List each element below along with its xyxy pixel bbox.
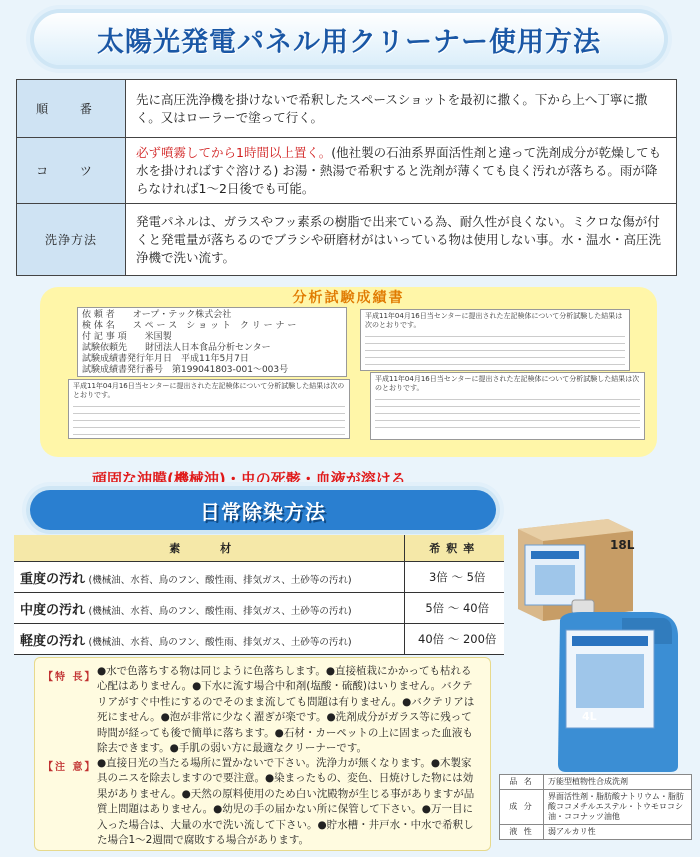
dilution-rate: 3倍 ～ 5倍 xyxy=(405,562,504,593)
soil-detail: (機械油、水苔、鳥のフン、酸性雨、排気ガス、土砂等の汚れ) xyxy=(88,605,352,617)
spec-row xyxy=(500,790,692,825)
doc-line: 依 頼 者 オープ・テック株式会社 xyxy=(82,310,232,320)
method-label: 洗浄方法 xyxy=(17,204,126,276)
method-row-order xyxy=(17,80,677,138)
doc-line: 検 体 名 ス ペ ー ス シ ョ ッ ト ク リ ー ナ ー xyxy=(82,321,297,331)
spec-value: 弱アルカリ性 xyxy=(544,825,692,840)
dilution-row xyxy=(14,593,504,624)
report-doc-page xyxy=(360,309,630,371)
material-header: 素 材 xyxy=(14,535,405,562)
method-text xyxy=(126,138,677,204)
features-label: 【特 長】 xyxy=(43,672,97,683)
method-label: 順 番 xyxy=(17,80,126,138)
product-4l-label: 4L xyxy=(582,710,597,723)
spec-key: 成 分 xyxy=(500,790,544,825)
doc-text: 平成11年04月16日当センターに提出された左記検体について分析試験した結果は次のとおりです。 xyxy=(375,375,640,392)
cautions-text: ●直接日光の当たる場所に置かないで下さい。洗浄力が無くなります。●木製家具のニスを除去しますので要注意。●染まったもの、変色、日焼けした物には効果がありません。●天然の原料使用のため白い沈殿物が生じる事がありますが品質上問題はありません。●幼児の手の届かない所に保管して下さい。●万一目に入った場合は、大量の水で洗い流して下さい。●貯水槽・井戸水・中水で希釈した場合1～2週間で腐敗する場合があります。 xyxy=(97,757,475,847)
method-label: コ ツ xyxy=(17,138,126,204)
doc-text: 平成11年04月16日当センターに提出された左記検体について分析試験した結果は次のとおりです。 xyxy=(365,312,623,329)
method-row-tips xyxy=(17,138,677,204)
report-doc-cover xyxy=(77,307,347,377)
daily-title: 日常除染方法 xyxy=(200,499,326,524)
dilution-rate: 40倍 ～ 200倍 xyxy=(405,624,504,655)
spec-row xyxy=(500,775,692,790)
soil-detail: (機械油、水苔、鳥のフン、酸性雨、排気ガス、土砂等の汚れ) xyxy=(88,574,352,586)
report-title: 分析試験成績書 xyxy=(292,290,405,306)
doc-text: 平成11年04月16日当センターに提出された左記検体について分析試験した結果は次のとおりです。 xyxy=(73,382,345,399)
dissolve-subtitle: 頑固な油膜(機械油)・虫の死骸・血液が溶ける xyxy=(92,470,406,488)
method-row-wash xyxy=(17,204,677,276)
spec-row xyxy=(500,825,692,840)
product-4l-image xyxy=(552,596,683,773)
method-text: 発電パネルは、ガラスやフッ素系の樹脂で出来ている為、耐久性が良くない。ミクロな傷が付くと発電量が落ちるのでブラシや研磨材がはいっている物は使用しない事。水・温水・高圧洗浄機で洗い流す。 xyxy=(126,204,677,276)
doc-line: 試験成績書発行年月日 平成11年5月7日 xyxy=(82,354,249,364)
product-18l-label: 18L xyxy=(610,538,635,552)
spec-key: 品 名 xyxy=(500,775,544,790)
report-panel xyxy=(40,287,657,457)
report-doc-page xyxy=(370,372,645,440)
method-table xyxy=(16,79,677,276)
spec-table xyxy=(499,774,692,840)
tips-text: (他社製の石油系界面活性剤と違って洗剤成分が乾燥しても水を掛ければすぐ溶ける) お湯・熱湯で希釈すると洗剤が薄くても良く汚れが落ちる。雨が降らなければ1～2日後でも可能。 xyxy=(136,144,662,196)
soil-level: 中度の汚れ xyxy=(20,602,86,618)
method-text: 先に高圧洗浄機を掛けないで希釈したスペースショットを最初に撒く。下から上へ丁寧に撒く。又はローラーで塗って行く。 xyxy=(126,80,677,138)
feature-box xyxy=(34,657,491,851)
spec-value: 万能型植物性合成洗剤 xyxy=(544,775,692,790)
title-banner xyxy=(34,13,664,65)
dilution-row xyxy=(14,624,504,655)
tips-red-text: 必ず噴霧してから1時間以上置く。 xyxy=(136,144,332,160)
doc-line: 試験依頼先 財団法人日本食品分析センター xyxy=(82,343,271,353)
report-doc-page xyxy=(68,379,350,439)
dilution-table xyxy=(14,535,504,655)
rate-header: 希釈率 xyxy=(405,535,504,562)
cautions-label: 【注 意】 xyxy=(43,762,97,773)
features-text: ●水で色落ちする物は同じように色落ちします。●直接植栽にかかっても枯れる心配はありません。●下水に流す場合中和剤(塩酸・硫酸)はいりません。バクテリアがすぐ中性にするのでそのまま流しても問題は有りません。●バクテリアは死にません。●泡が非常に少なく濯ぎが楽です。●洗剤成分がガラス等に残って時間が経っても後で簡単に落ちます。●石材・カーペットの上に固まった血液も除去できます。●手肌の弱い方に最適なクリーナーです。 xyxy=(97,665,475,755)
dilution-row xyxy=(14,562,504,593)
soil-level: 重度の汚れ xyxy=(20,571,86,587)
doc-line: 付 記 事 項 米国製 xyxy=(82,332,172,342)
spec-value: 界面活性剤・脂肪酸ナトリウム・脂肪酸ココメチルエステル・トウモロコシ油・ココナッツ油他 xyxy=(544,790,692,825)
spec-key: 液 性 xyxy=(500,825,544,840)
soil-level: 軽度の汚れ xyxy=(20,633,86,649)
page-title: 太陽光発電パネル用クリーナー使用方法 xyxy=(97,26,601,58)
dilution-rate: 5倍 ～ 40倍 xyxy=(405,593,504,624)
doc-line: 試験成績書発行番号 第199041803-001～003号 xyxy=(82,365,289,375)
daily-banner xyxy=(30,490,496,530)
soil-detail: (機械油、水苔、鳥のフン、酸性雨、排気ガス、土砂等の汚れ) xyxy=(88,636,352,648)
